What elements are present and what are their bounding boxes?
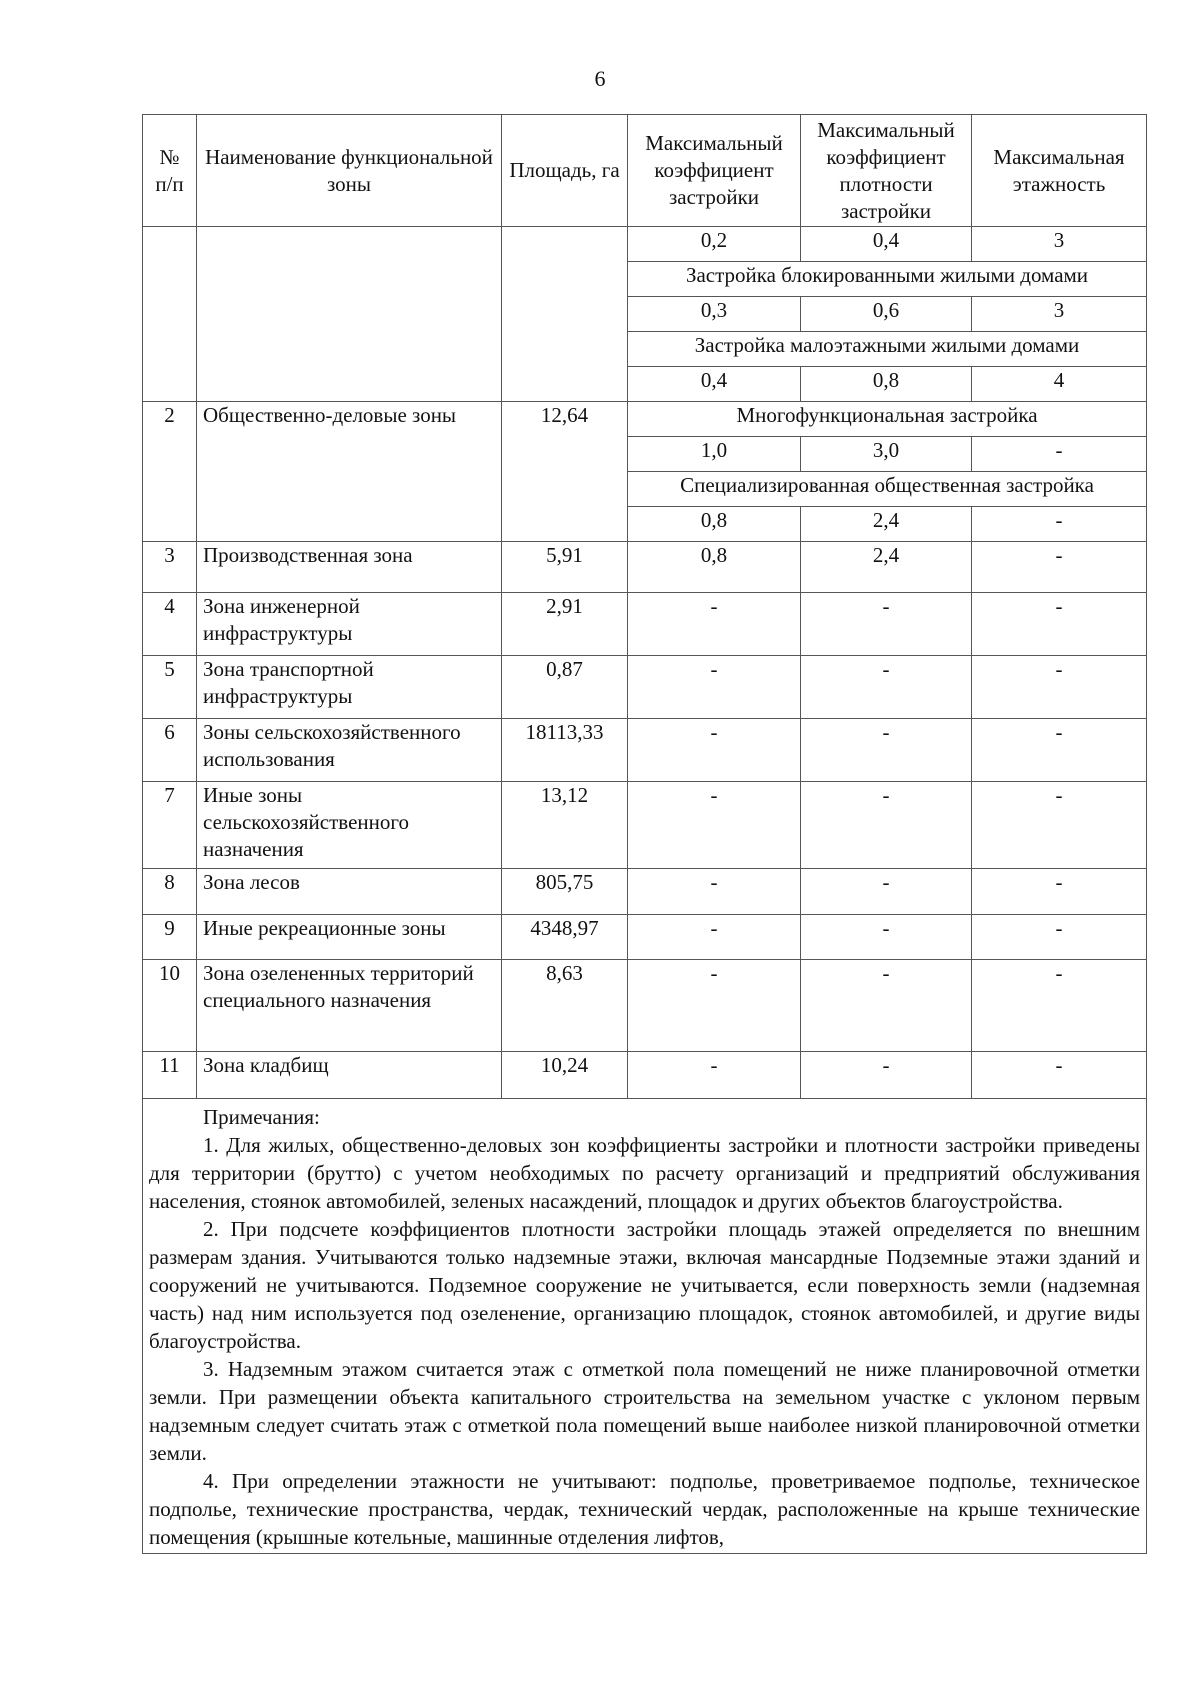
zone2-b-density: 2,4 bbox=[801, 507, 972, 542]
row-coef: - bbox=[628, 960, 801, 1052]
row-num: 4 bbox=[143, 593, 197, 656]
row-area: 18113,33 bbox=[502, 719, 628, 782]
header-max-density: Максимальный коэффициент плотности застройки bbox=[801, 115, 972, 227]
zone1-b-coef: 0,3 bbox=[628, 297, 801, 332]
row-num: 11 bbox=[143, 1052, 197, 1099]
row-name: Иные зоны сельскохозяйственного назначения bbox=[197, 782, 502, 869]
table-row bbox=[143, 915, 1147, 960]
row-floors: - bbox=[972, 960, 1147, 1052]
zone2-name: Общественно-деловые зоны bbox=[197, 402, 502, 542]
row-num: 8 bbox=[143, 869, 197, 915]
table-row bbox=[143, 782, 1147, 869]
row-area: 4348,97 bbox=[502, 915, 628, 960]
note-item: 1. Для жилых, общественно-деловых зон коэффициенты застройки и плотности застройки приведены для территории (брутто) с учетом необходимых по расчету организаций и предприятий обслуживания населения, стоянок автомобилей, зеленых насаждений, площадок и других объектов благоустройства. bbox=[149, 1133, 1140, 1213]
row-coef: - bbox=[628, 593, 801, 656]
notes-row bbox=[143, 1099, 1147, 1554]
note-item: 3. Надземным этажом считается этаж с отметкой пола помещений не ниже планировочной отметки земли. При размещении объекта капитального строительства на земельном участке с уклоном первым надземным следует считать этаж с отметкой пола помещений выше наиболее низкой планировочной отметки земли. bbox=[149, 1357, 1140, 1465]
zone1-a-coef: 0,2 bbox=[628, 227, 801, 262]
row-coef: - bbox=[628, 782, 801, 869]
table-row bbox=[143, 656, 1147, 719]
table-row bbox=[143, 227, 1147, 262]
table-row bbox=[143, 869, 1147, 915]
table-row bbox=[143, 1052, 1147, 1099]
row-density: - bbox=[801, 960, 972, 1052]
row-density: - bbox=[801, 719, 972, 782]
zone1-c-floors: 4 bbox=[972, 367, 1147, 402]
row-density: - bbox=[801, 593, 972, 656]
table-row bbox=[143, 402, 1147, 437]
zone2-a-density: 3,0 bbox=[801, 437, 972, 472]
row-name: Зона кладбищ bbox=[197, 1052, 502, 1099]
zone2-a-coef: 1,0 bbox=[628, 437, 801, 472]
row-coef: - bbox=[628, 656, 801, 719]
row-area: 2,91 bbox=[502, 593, 628, 656]
header-name: Наименование функциональной зоны bbox=[197, 115, 502, 227]
row-num: 9 bbox=[143, 915, 197, 960]
row-density: 2,4 bbox=[801, 542, 972, 593]
header-num: № п/п bbox=[143, 115, 197, 227]
header-area: Площадь, га bbox=[502, 115, 628, 227]
zone1-num-cell bbox=[143, 227, 197, 402]
row-floors: - bbox=[972, 719, 1147, 782]
row-coef: - bbox=[628, 719, 801, 782]
zones-table bbox=[142, 114, 1147, 1554]
row-coef: - bbox=[628, 1052, 801, 1099]
row-floors: - bbox=[972, 915, 1147, 960]
zone2-b-floors: - bbox=[972, 507, 1147, 542]
row-name: Зона транспортной инфраструктуры bbox=[197, 656, 502, 719]
zone2-subtype-label: Многофункциональная застройка bbox=[628, 402, 1147, 437]
zone1-name-cell bbox=[197, 227, 502, 402]
row-name: Зона инженерной инфраструктуры bbox=[197, 593, 502, 656]
note-item: 4. При определении этажности не учитывают: подполье, проветриваемое подполье, техническое подполье, технические пространства, чердак, технический чердак, расположенные на крыше технические помещения (крышные котельные, машинные отделения лифтов, bbox=[149, 1469, 1140, 1549]
row-floors: - bbox=[972, 593, 1147, 656]
zone1-area-cell bbox=[502, 227, 628, 402]
row-area: 10,24 bbox=[502, 1052, 628, 1099]
row-num: 3 bbox=[143, 542, 197, 593]
row-num: 5 bbox=[143, 656, 197, 719]
zone2-b-coef: 0,8 bbox=[628, 507, 801, 542]
row-area: 8,63 bbox=[502, 960, 628, 1052]
header-max-floors: Максимальная этажность bbox=[972, 115, 1147, 227]
row-floors: - bbox=[972, 869, 1147, 915]
row-name: Зоны сельскохозяйственного использования bbox=[197, 719, 502, 782]
notes-title: Примечания: bbox=[203, 1105, 320, 1129]
row-name: Зона озелененных территорий специального назначения bbox=[197, 960, 502, 1052]
row-density: - bbox=[801, 1052, 972, 1099]
zone1-c-coef: 0,4 bbox=[628, 367, 801, 402]
row-name: Иные рекреационные зоны bbox=[197, 915, 502, 960]
row-density: - bbox=[801, 656, 972, 719]
row-floors: - bbox=[972, 656, 1147, 719]
zone2-subtype-label: Специализированная общественная застройка bbox=[628, 472, 1147, 507]
header-row bbox=[143, 115, 1147, 227]
header-max-coef: Максимальный коэффициент застройки bbox=[628, 115, 801, 227]
zone1-subtype-label: Застройка малоэтажными жилыми домами bbox=[628, 332, 1147, 367]
row-floors: - bbox=[972, 782, 1147, 869]
row-area: 13,12 bbox=[502, 782, 628, 869]
row-coef: - bbox=[628, 915, 801, 960]
table-row bbox=[143, 542, 1147, 593]
row-density: - bbox=[801, 869, 972, 915]
zone1-subtype-label: Застройка блокированными жилыми домами bbox=[628, 262, 1147, 297]
row-floors: - bbox=[972, 1052, 1147, 1099]
row-area: 0,87 bbox=[502, 656, 628, 719]
table-row bbox=[143, 719, 1147, 782]
row-area: 805,75 bbox=[502, 869, 628, 915]
row-area: 5,91 bbox=[502, 542, 628, 593]
table-row bbox=[143, 593, 1147, 656]
row-coef: 0,8 bbox=[628, 542, 801, 593]
row-density: - bbox=[801, 915, 972, 960]
zone1-c-density: 0,8 bbox=[801, 367, 972, 402]
zone2-a-floors: - bbox=[972, 437, 1147, 472]
row-num: 7 bbox=[143, 782, 197, 869]
zone1-b-floors: 3 bbox=[972, 297, 1147, 332]
row-num: 10 bbox=[143, 960, 197, 1052]
row-density: - bbox=[801, 782, 972, 869]
row-num: 6 bbox=[143, 719, 197, 782]
table-row bbox=[143, 960, 1147, 1052]
row-name: Производственная зона bbox=[197, 542, 502, 593]
row-coef: - bbox=[628, 869, 801, 915]
zone1-a-density: 0,4 bbox=[801, 227, 972, 262]
zone1-a-floors: 3 bbox=[972, 227, 1147, 262]
zone2-num: 2 bbox=[143, 402, 197, 542]
zone1-b-density: 0,6 bbox=[801, 297, 972, 332]
row-name: Зона лесов bbox=[197, 869, 502, 915]
page-number: 6 bbox=[594, 66, 606, 91]
row-floors: - bbox=[972, 542, 1147, 593]
notes-cell bbox=[143, 1099, 1147, 1554]
note-item: 2. При подсчете коэффициентов плотности застройки площадь этажей определяется по внешним размерам здания. Учитываются только надземные этажи, включая мансардные Подземные этажи зданий и сооружений не учитываются. Подземное сооружение не учитывается, если поверхность земли (надземная часть) над ним используется под озеленение, организацию площадок, стоянок автомобилей, и другие виды благоустройства. bbox=[149, 1217, 1140, 1353]
zone2-area: 12,64 bbox=[502, 402, 628, 542]
